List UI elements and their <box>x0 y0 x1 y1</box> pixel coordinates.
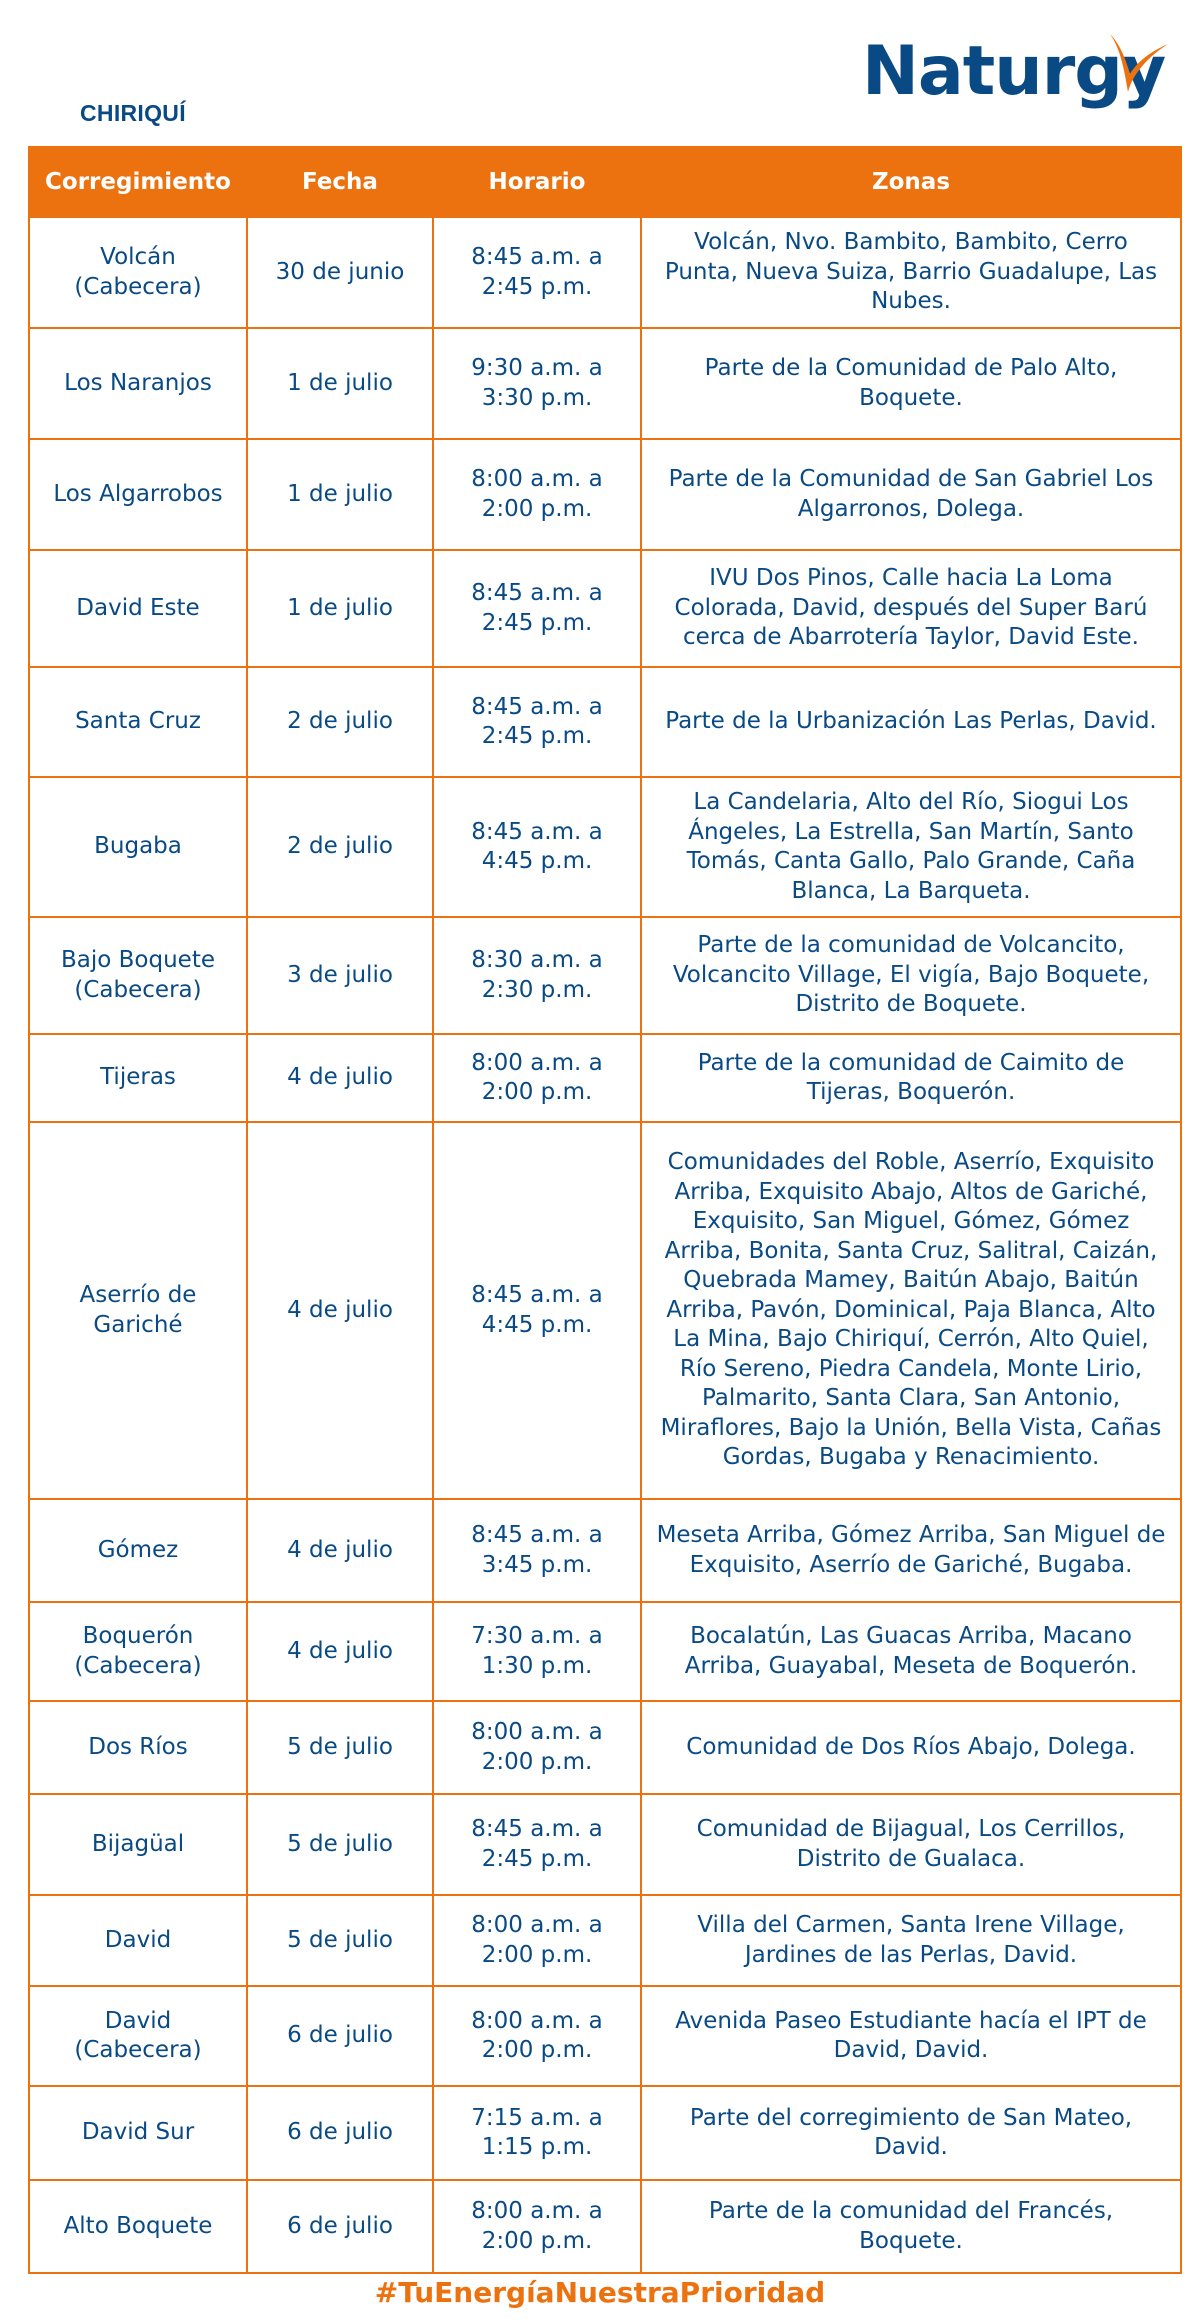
cell-fecha: 5 de julio <box>247 1701 433 1794</box>
cell-fecha: 5 de julio <box>247 1794 433 1895</box>
cell-zonas: Volcán, Nvo. Bambito, Bambito, Cerro Punta, Nueva Suiza, Barrio Guadalupe, Las Nubes. <box>641 217 1181 328</box>
table-row <box>29 1794 1181 1895</box>
header-zonas: Zonas <box>641 147 1181 217</box>
cell-horario: 7:15 a.m. a 1:15 p.m. <box>433 2086 641 2180</box>
naturgy-logo <box>862 30 1182 130</box>
cell-horario: 7:30 a.m. a 1:30 p.m. <box>433 1602 641 1701</box>
cell-fecha: 1 de julio <box>247 439 433 550</box>
cell-corregimiento: David Sur <box>29 2086 247 2180</box>
cell-horario: 8:45 a.m. a 2:45 p.m. <box>433 217 641 328</box>
cell-horario: 8:45 a.m. a 2:45 p.m. <box>433 550 641 667</box>
cell-fecha: 30 de junio <box>247 217 433 328</box>
cell-zonas: Parte de la Comunidad de Palo Alto, Boquete. <box>641 328 1181 439</box>
cell-horario: 8:00 a.m. a 2:00 p.m. <box>433 1701 641 1794</box>
cell-corregimiento: Los Naranjos <box>29 328 247 439</box>
cell-fecha: 6 de julio <box>247 1986 433 2086</box>
cell-zonas: Parte de la Comunidad de San Gabriel Los Algarronos, Dolega. <box>641 439 1181 550</box>
cell-corregimiento: Los Algarrobos <box>29 439 247 550</box>
cell-zonas: Parte de la Urbanización Las Perlas, David. <box>641 667 1181 777</box>
cell-corregimiento: Bugaba <box>29 777 247 917</box>
cell-horario: 8:45 a.m. a 2:45 p.m. <box>433 667 641 777</box>
cell-corregimiento: Aserrío de Gariché <box>29 1122 247 1499</box>
cell-zonas: Parte de la comunidad de Volcancito, Volcancito Village, El vigía, Bajo Boquete, Distrito de Boquete. <box>641 917 1181 1034</box>
cell-fecha: 6 de julio <box>247 2180 433 2273</box>
table-row <box>29 439 1181 550</box>
cell-zonas: Parte del corregimiento de San Mateo, David. <box>641 2086 1181 2180</box>
table-row <box>29 1986 1181 2086</box>
header-corregimiento: Corregimiento <box>29 147 247 217</box>
cell-zonas: Comunidad de Dos Ríos Abajo, Dolega. <box>641 1701 1181 1794</box>
header-fecha: Fecha <box>247 147 433 217</box>
cell-zonas: La Candelaria, Alto del Río, Siogui Los Ángeles, La Estrella, San Martín, Santo Tomás, Canta Gallo, Palo Grande, Caña Blanca, La Barqueta. <box>641 777 1181 917</box>
table-row <box>29 217 1181 328</box>
table-row <box>29 667 1181 777</box>
cell-corregimiento: David <box>29 1895 247 1986</box>
cell-horario: 8:00 a.m. a 2:00 p.m. <box>433 1034 641 1122</box>
cell-fecha: 1 de julio <box>247 328 433 439</box>
cell-zonas: Comunidades del Roble, Aserrío, Exquisito Arriba, Exquisito Abajo, Altos de Gariché, Exquisito, San Miguel, Gómez, Gómez Arriba, Bonita, Santa Cruz, Salitral, Caizán, Quebrada Mamey, Baitún Abajo, Baitún Arriba, Pavón, Dominical, Paja Blanca, Alto La Mina, Bajo Chiriquí, Cerrón, Alto Quiel, Río Sereno, Piedra Candela, Monte Lirio, Palmarito, Santa Clara, San Antonio, Miraflores, Bajo la Unión, Bella Vista, Cañas Gordas, Bugaba y Renacimiento. <box>641 1122 1181 1499</box>
cell-zonas: Bocalatún, Las Guacas Arriba, Macano Arriba, Guayabal, Meseta de Boquerón. <box>641 1602 1181 1701</box>
table-row <box>29 1701 1181 1794</box>
cell-fecha: 3 de julio <box>247 917 433 1034</box>
cell-corregimiento: Santa Cruz <box>29 667 247 777</box>
table-row <box>29 328 1181 439</box>
cell-horario: 8:45 a.m. a 2:45 p.m. <box>433 1794 641 1895</box>
cell-fecha: 4 de julio <box>247 1499 433 1602</box>
table-row <box>29 550 1181 667</box>
logo-wordmark: Naturgy <box>862 32 1166 111</box>
butterfly-icon <box>1106 30 1172 102</box>
cell-zonas: Villa del Carmen, Santa Irene Village, Jardines de las Perlas, David. <box>641 1895 1181 1986</box>
cell-corregimiento: Gómez <box>29 1499 247 1602</box>
cell-horario: 8:00 a.m. a 2:00 p.m. <box>433 2180 641 2273</box>
region-title: CHIRIQUÍ <box>80 100 186 126</box>
cell-corregimiento: David (Cabecera) <box>29 1986 247 2086</box>
cell-horario: 8:45 a.m. a 3:45 p.m. <box>433 1499 641 1602</box>
cell-fecha: 1 de julio <box>247 550 433 667</box>
table-row <box>29 1034 1181 1122</box>
cell-corregimiento: Volcán (Cabecera) <box>29 217 247 328</box>
cell-fecha: 4 de julio <box>247 1034 433 1122</box>
cell-horario: 9:30 a.m. a 3:30 p.m. <box>433 328 641 439</box>
table-row <box>29 777 1181 917</box>
cell-fecha: 4 de julio <box>247 1122 433 1499</box>
cell-zonas: Avenida Paseo Estudiante hacía el IPT de David, David. <box>641 1986 1181 2086</box>
table-row <box>29 1122 1181 1499</box>
footer-hashtag: #TuEnergíaNuestraPrioridad <box>374 2276 826 2309</box>
cell-fecha: 6 de julio <box>247 2086 433 2180</box>
cell-corregimiento: Alto Boquete <box>29 2180 247 2273</box>
cell-fecha: 4 de julio <box>247 1602 433 1701</box>
table-row <box>29 1499 1181 1602</box>
table-header-row <box>29 147 1181 217</box>
cell-horario: 8:00 a.m. a 2:00 p.m. <box>433 1986 641 2086</box>
table-row <box>29 917 1181 1034</box>
cell-corregimiento: Boquerón (Cabecera) <box>29 1602 247 1701</box>
table-row <box>29 1895 1181 1986</box>
cell-fecha: 2 de julio <box>247 777 433 917</box>
header-horario: Horario <box>433 147 641 217</box>
cell-zonas: Parte de la comunidad del Francés, Boquete. <box>641 2180 1181 2273</box>
table-row <box>29 2086 1181 2180</box>
cell-zonas: IVU Dos Pinos, Calle hacia La Loma Colorada, David, después del Super Barú cerca de Abarrotería Taylor, David Este. <box>641 550 1181 667</box>
cell-fecha: 2 de julio <box>247 667 433 777</box>
schedule-table <box>28 146 1182 2274</box>
cell-corregimiento: David Este <box>29 550 247 667</box>
cell-horario: 8:00 a.m. a 2:00 p.m. <box>433 439 641 550</box>
cell-corregimiento: Tijeras <box>29 1034 247 1122</box>
cell-corregimiento: Bajo Boquete (Cabecera) <box>29 917 247 1034</box>
cell-fecha: 5 de julio <box>247 1895 433 1986</box>
cell-horario: 8:30 a.m. a 2:30 p.m. <box>433 917 641 1034</box>
table-row <box>29 2180 1181 2273</box>
cell-horario: 8:45 a.m. a 4:45 p.m. <box>433 1122 641 1499</box>
cell-horario: 8:45 a.m. a 4:45 p.m. <box>433 777 641 917</box>
table-row <box>29 1602 1181 1701</box>
cell-zonas: Parte de la comunidad de Caimito de Tijeras, Boquerón. <box>641 1034 1181 1122</box>
cell-zonas: Meseta Arriba, Gómez Arriba, San Miguel de Exquisito, Aserrío de Gariché, Bugaba. <box>641 1499 1181 1602</box>
cell-corregimiento: Bijagüal <box>29 1794 247 1895</box>
cell-horario: 8:00 a.m. a 2:00 p.m. <box>433 1895 641 1986</box>
cell-zonas: Comunidad de Bijagual, Los Cerrillos, Distrito de Gualaca. <box>641 1794 1181 1895</box>
cell-corregimiento: Dos Ríos <box>29 1701 247 1794</box>
